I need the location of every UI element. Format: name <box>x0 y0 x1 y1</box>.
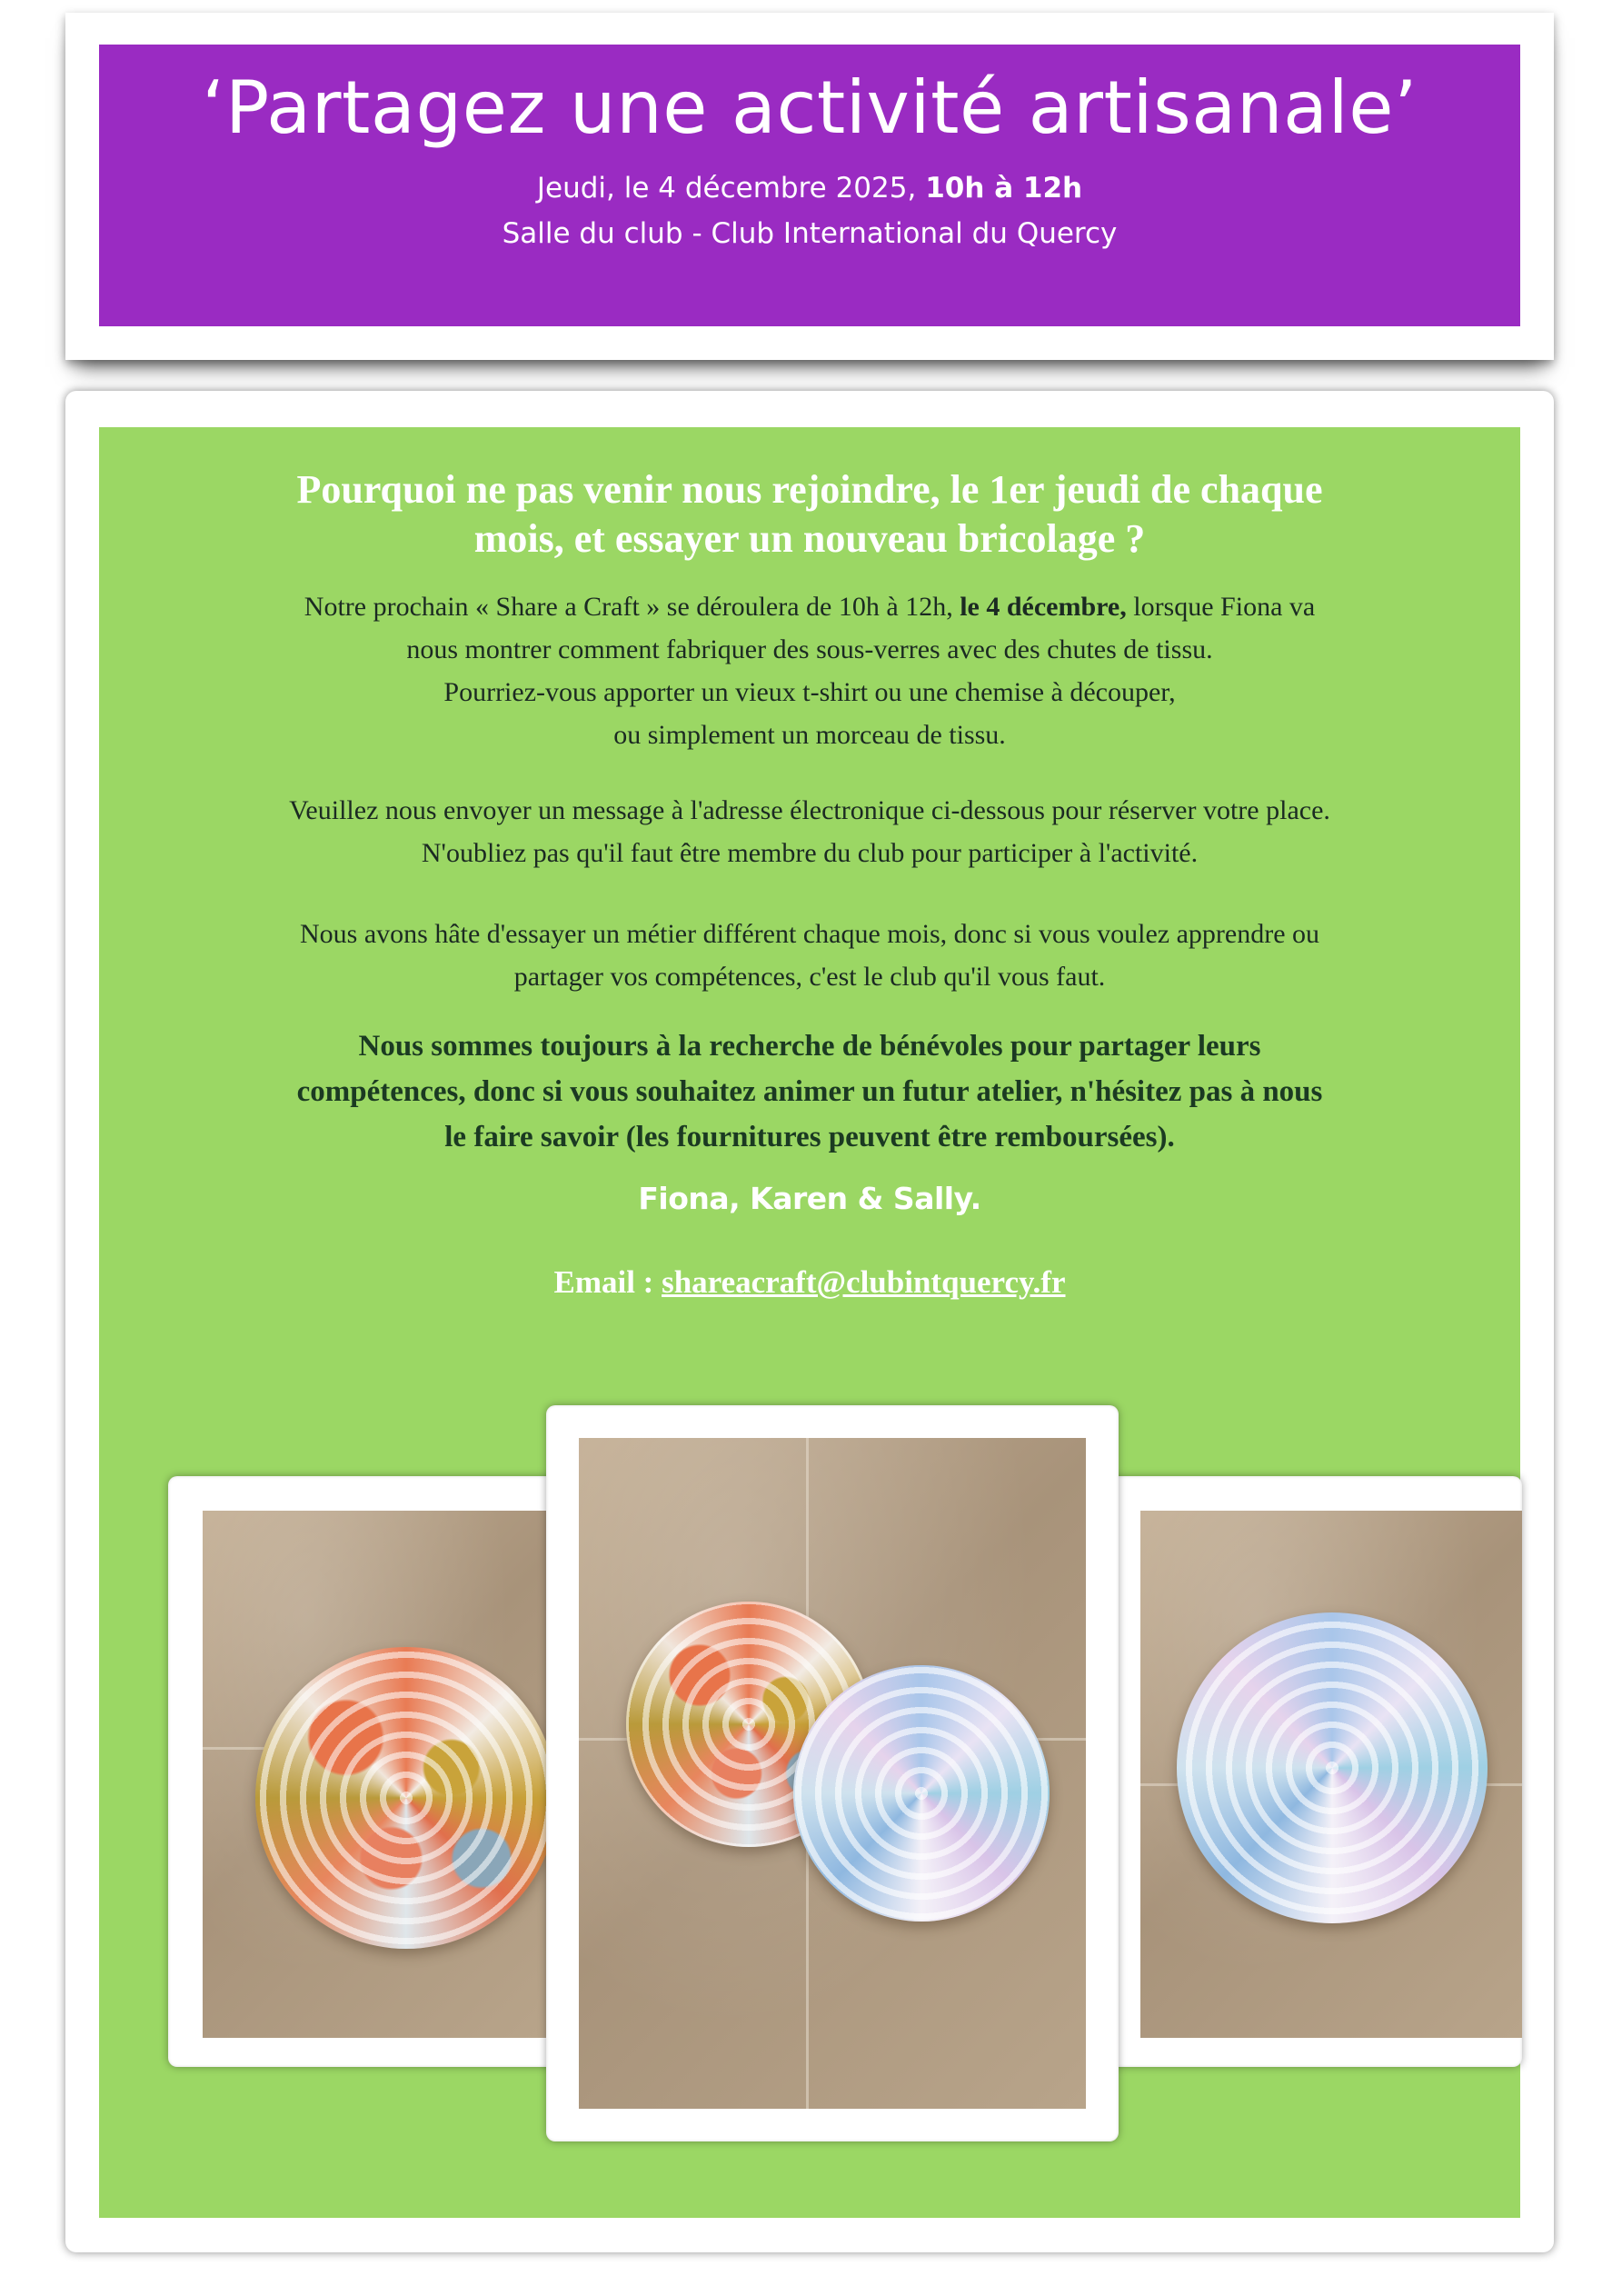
coaster-photo-pair <box>579 1438 1086 2109</box>
paragraph-event-details <box>135 585 1484 756</box>
header-banner <box>99 45 1520 326</box>
event-time: 10h à 12h <box>925 172 1083 205</box>
coaster-photo-floral <box>203 1511 546 2038</box>
photo-frame-left <box>168 1476 579 2067</box>
paragraph-line: nous montrer comment fabriquer des sous-verres avec des chutes de tissu. <box>406 634 1213 664</box>
photo-frame-right <box>1106 1476 1522 2067</box>
paragraph-line: le faire savoir (les fournitures peuvent être remboursées). <box>444 1121 1175 1153</box>
paragraph-line <box>135 585 1484 628</box>
intro-heading-line: Pourquoi ne pas venir nous rejoindre, le 1er jeudi de chaque <box>296 467 1323 512</box>
paragraph-line: partager vos compétences, c'est le club qu'il vous faut. <box>513 962 1106 992</box>
pastel-coaster <box>793 1665 1050 1922</box>
paragraph-line: ou simplement un morceau de tissu. <box>613 720 1006 750</box>
paragraph-line: Pourriez-vous apporter un vieux t-shirt ou une chemise à découper, <box>443 677 1176 707</box>
signature: Fiona, Karen & Sally. <box>638 1181 981 1216</box>
paragraph-line: Nous avons hâte d'essayer un métier différent chaque mois, donc si vous voulez apprendre ou <box>299 919 1320 949</box>
content-panel <box>99 427 1520 2218</box>
text-span: Notre prochain « Share a Craft » se déroulera de 10h à 12h, <box>304 592 953 622</box>
paragraph-booking <box>135 789 1484 874</box>
photo-frame-center <box>546 1405 1119 2141</box>
paragraph-monthly <box>135 913 1484 998</box>
event-date-highlight: le 4 décembre, <box>960 592 1127 622</box>
email-line <box>135 1262 1484 1303</box>
paragraph-line: compétences, donc si vous souhaitez animer un futur atelier, n'hésitez pas à nous <box>296 1075 1323 1108</box>
intro-heading-line: mois, et essayer un nouveau bricolage ? <box>473 516 1146 561</box>
paragraph-line: N'oubliez pas qu'il faut être membre du club pour participer à l'activité. <box>421 838 1199 868</box>
paragraph-line: Veuillez nous envoyer un message à l'adresse électronique ci-dessous pour réserver votre place. <box>289 795 1330 825</box>
coaster-photo-pastel <box>1140 1511 1522 2038</box>
header-card <box>65 13 1554 360</box>
paragraph-line: Nous sommes toujours à la recherche de bénévoles pour partager leurs <box>358 1030 1261 1063</box>
pastel-coaster <box>1177 1612 1488 1923</box>
body-card <box>65 391 1554 2252</box>
event-date: Jeudi, le 4 décembre 2025, <box>536 172 917 205</box>
page-title: ‘Partagez une activité artisanale’ <box>202 65 1418 150</box>
email-link[interactable]: shareacraft@clubintquercy.fr <box>662 1264 1066 1300</box>
volunteer-callout <box>135 1023 1484 1160</box>
intro-heading <box>135 465 1484 564</box>
text-span: lorsque Fiona va <box>1133 592 1316 622</box>
floral-coaster <box>255 1647 546 1949</box>
email-label: Email : <box>553 1264 654 1300</box>
event-location: Salle du club - Club International du Quercy <box>502 217 1118 250</box>
event-date-line <box>99 170 1520 206</box>
